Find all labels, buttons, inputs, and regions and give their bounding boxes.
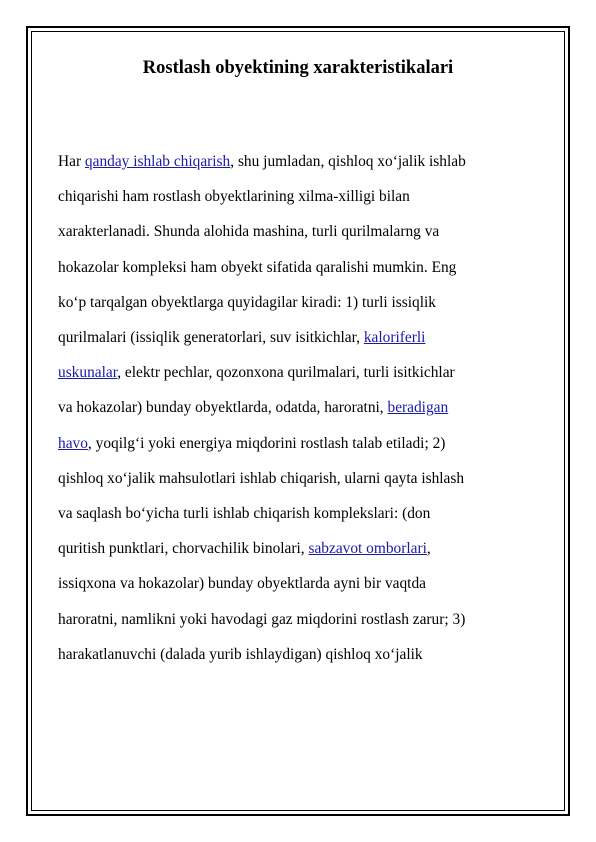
text-segment: , yoqilg‘i yoki energiya miqdorini rostlash talab etiladi; 2): [87, 434, 446, 452]
text-segment: quritish punktlari, chorvachilik binolari,: [58, 540, 309, 558]
paragraph-line: [58, 611, 465, 629]
paragraph-line: [58, 470, 464, 488]
paragraph-line: [58, 505, 430, 523]
paragraph-line: [58, 364, 455, 382]
paragraph-line: [58, 188, 410, 206]
text-segment: harakatlanuvchi (dalada yurib ishlaydigan) qishloq xo‘jalik: [58, 645, 423, 663]
text-segment: issiqxona va hokazolar) bunday obyektlarda ayni bir vaqtda: [58, 575, 426, 593]
paragraph-line: [58, 223, 439, 241]
text-segment: va hokazolar) bunday obyektlarda, odatda, haroratni,: [58, 399, 388, 417]
paragraph-line: [58, 540, 431, 558]
paragraph-line: [58, 575, 426, 593]
paragraph-line: [58, 399, 448, 417]
hyperlink[interactable]: kaloriferli: [363, 329, 426, 346]
paragraph-line: [58, 153, 466, 171]
text-segment: , shu jumladan, qishloq xo‘jalik ishlab: [230, 153, 466, 170]
hyperlink[interactable]: sabzavot omborlari: [308, 540, 427, 558]
hyperlink[interactable]: beradigan: [387, 399, 449, 417]
document-title: Rostlash obyektining xarakteristikalari: [142, 58, 454, 78]
text-segment: qishloq xo‘jalik mahsulotlari ishlab chiqarish, ularni qayta ishlash: [58, 469, 465, 487]
text-segment: , elektr pechlar, qozonxona qurilmalari, turli isitkichlar: [117, 364, 455, 382]
text-segment: chiqarishi ham rostlash obyektlarining xilma-xilligi bilan: [58, 188, 410, 206]
text-segment: hokazolar kompleksi ham obyekt sifatida qaralishi mumkin. Eng: [58, 258, 457, 276]
paragraph-line: [58, 646, 423, 664]
hyperlink[interactable]: havo: [58, 434, 88, 452]
text-segment: xarakterlanadi. Shunda alohida mashina, turli qurilmalarng va: [58, 223, 440, 241]
paragraph-line: [58, 435, 445, 453]
paragraph-line: [58, 259, 456, 277]
paragraph-line: [58, 329, 425, 347]
page-border-inner: [31, 31, 565, 811]
text-segment: qurilmalari (issiqlik generatorlari, suv isitkichlar,: [58, 329, 364, 346]
text-segment: ,: [426, 540, 431, 558]
hyperlink[interactable]: qanday ishlab chiqarish: [84, 153, 231, 170]
hyperlink[interactable]: uskunalar: [58, 364, 118, 382]
paragraph-line: [58, 294, 436, 312]
text-segment: haroratni, namlikni yoki havodagi gaz miqdorini rostlash zarur; 3): [58, 610, 466, 628]
text-segment: ko‘p tarqalgan obyektlarga quyidagilar kiradi: 1) turli issiqlik: [58, 293, 436, 311]
text-segment: Har: [58, 153, 85, 170]
text-segment: va saqlash bo‘yicha turli ishlab chiqarish komplekslari: (don: [58, 505, 431, 522]
